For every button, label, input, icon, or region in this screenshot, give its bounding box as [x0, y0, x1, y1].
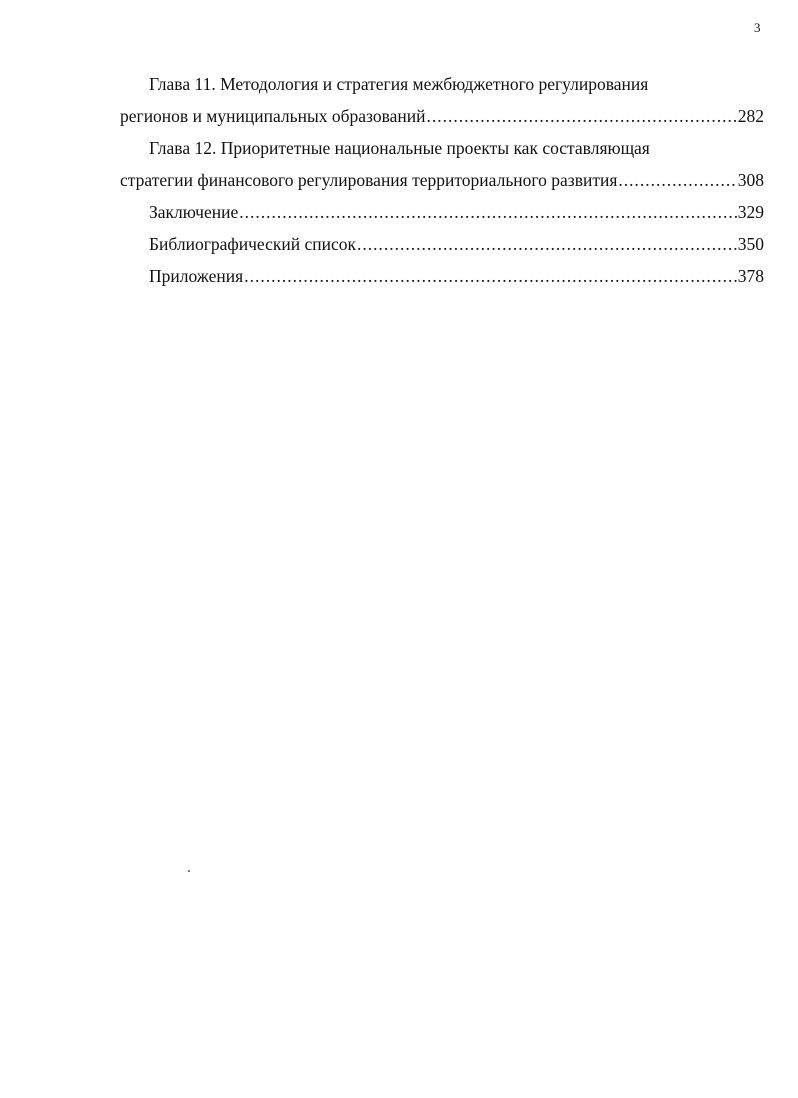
toc-entry-chapter-11-title-part-1: Глава 11. Методология и стратегия межбюджетного регулирования: [149, 74, 649, 94]
toc-entry-bibliography-line: [120, 228, 764, 260]
scan-speck: [188, 870, 190, 872]
toc-entry-conclusion-page: 329: [737, 202, 764, 222]
toc-entry-chapter-12-title-part-2: стратегии финансового регулирования территориального развития: [120, 170, 618, 190]
toc-entry-chapter-11-title-line-1: [120, 68, 764, 100]
dot-leader: [618, 164, 736, 196]
dot-leader: [244, 260, 737, 292]
toc-entry-chapter-11: [120, 68, 764, 132]
toc-entry-conclusion-title: Заключение: [149, 202, 239, 222]
toc-entry-appendices-page: 378: [737, 266, 764, 286]
toc-entry-chapter-12: [120, 132, 764, 196]
dot-leader: [426, 100, 736, 132]
toc-entry-chapter-12-title-part-1: Глава 12. Приоритетные национальные проекты как составляющая: [149, 138, 650, 158]
dot-leader: [357, 228, 737, 260]
toc-entry-chapter-11-title-line-2: [120, 100, 764, 132]
toc-entry-appendices-line: [120, 260, 764, 292]
toc-entry-conclusion-line: [120, 196, 764, 228]
toc-entry-bibliography-title: Библиографический список: [149, 234, 357, 254]
toc-entry-appendices: [120, 260, 764, 292]
toc-entry-bibliography-page: 350: [737, 234, 764, 254]
toc-entry-chapter-11-title-part-2: регионов и муниципальных образований: [120, 106, 426, 126]
page-number: 3: [754, 20, 761, 35]
toc-entry-chapter-12-title-line-1: [120, 132, 764, 164]
toc-entry-chapter-12-title-line-2: [120, 164, 764, 196]
toc-entry-bibliography: [120, 228, 764, 260]
toc-entry-conclusion: [120, 196, 764, 228]
toc-entry-appendices-title: Приложения: [149, 266, 244, 286]
dot-leader: [239, 196, 737, 228]
toc-entry-chapter-11-page: 282: [737, 106, 764, 126]
table-of-contents: [120, 68, 764, 292]
toc-entry-chapter-12-page: 308: [737, 170, 764, 190]
